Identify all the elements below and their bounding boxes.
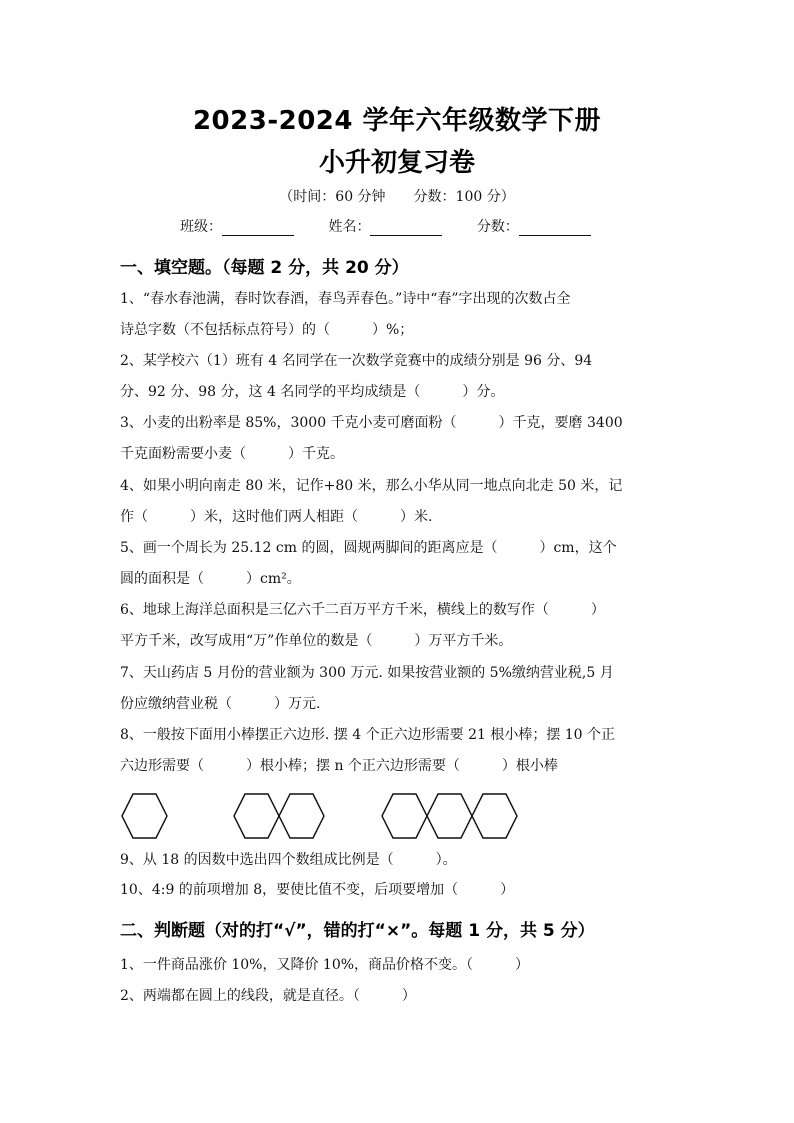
exam-meta: （时间：60 分钟 分数：100 分）: [279, 189, 515, 205]
question-7-line-2: 份应缴纳营业税（ ）万元.: [120, 696, 321, 712]
question-9: 9、从 18 的因数中选出四个数组成比例是（ ）。: [120, 852, 457, 868]
question-5-line-1: 5、画一个周长为 25.12 cm 的圆，圆规两脚间的距离应是（ ）cm，这个: [120, 540, 617, 556]
question-8-line-2: 六边形需要（ ）根小棒；摆 n 个正六边形需要（ ）根小棒: [120, 758, 558, 774]
question-4-line-2: 作（ ）米，这时他们两人相距（ ）米.: [120, 509, 433, 525]
title-line-2: 小升初复习卷: [318, 148, 475, 178]
title-line-1: 2023-2024 学年六年级数学下册: [192, 106, 602, 136]
question-1: [120, 284, 680, 346]
question-8-line-1: 8、一般按下面用小棒摆正六边形. 摆 4 个正六边形需要 21 根小棒；摆 10 个正: [120, 727, 616, 743]
hexagon-1: [122, 794, 167, 838]
student-info-fields: [180, 216, 640, 236]
question-5-line-2: 圆的面积是（ ）cm²。: [120, 571, 301, 587]
class-label: 班级：: [180, 219, 222, 235]
question-7-line-1: 7、天山药店 5 月份的营业额为 300 万元. 如果按营业额的 5%缴纳营业税,5 月: [120, 665, 614, 681]
class-blank[interactable]: [222, 221, 294, 236]
judge-question-1: 1、一件商品涨价 10%，又降价 10%，商品价格不变。（ ）: [120, 957, 530, 973]
question-7: [120, 658, 680, 720]
question-6: [120, 595, 680, 657]
question-6-line-2: 平方千米，改写成用“万”作单位的数是（ ）万平方千米。: [120, 633, 513, 649]
hexagon-3c: [472, 794, 517, 838]
hexagon-2b: [279, 794, 324, 838]
name-blank[interactable]: [370, 221, 442, 236]
hexagon-figure: [118, 788, 518, 844]
hexagon-figure-svg: [118, 788, 518, 844]
question-2: [120, 346, 680, 408]
question-10: 10、4:9 的前项增加 8，要使比值不变，后项要增加（ ）: [120, 882, 515, 898]
section-1-heading: 一、填空题。（每题 2 分，共 20 分）: [120, 258, 409, 278]
question-1-line-1: 1、“春水春池满，春时饮春酒，春鸟弄春色。”诗中“春”字出现的次数占全: [120, 291, 571, 307]
question-8: [120, 720, 680, 782]
question-3-line-2: 千克面粉需要小麦（ ）千克。: [120, 446, 344, 462]
hexagon-3b: [427, 794, 472, 838]
score-label: 分数：: [476, 219, 519, 235]
judge-question-2: 2、两端都在圆上的线段，就是直径。（ ）: [120, 988, 416, 1004]
name-label: 姓名：: [328, 219, 371, 235]
question-2-line-1: 2、某学校六（1）班有 4 名同学在一次数学竞赛中的成绩分别是 96 分、94: [120, 353, 593, 369]
question-5: [120, 533, 680, 595]
section-2-heading: 二、判断题（对的打“√”，错的打“×”。每题 1 分，共 5 分）: [120, 921, 595, 941]
hexagon-2a: [234, 794, 279, 838]
hexagon-3a: [382, 794, 427, 838]
question-2-line-2: 分、92 分、98 分，这 4 名同学的平均成绩是（ ）分。: [120, 384, 505, 400]
score-blank[interactable]: [519, 221, 591, 236]
question-4-line-1: 4、如果小明向南走 80 米，记作+80 米，那么小华从同一地点向北走 50 米，记: [120, 478, 623, 494]
question-3: [120, 408, 680, 470]
question-4: [120, 471, 680, 533]
question-1-line-2: 诗总字数（不包括标点符号）的（ ）%；: [120, 322, 414, 338]
question-3-line-1: 3、小麦的出粉率是 85%，3000 千克小麦可磨面粉（ ）千克，要磨 3400: [120, 415, 623, 431]
question-6-line-1: 6、地球上海洋总面积是三亿六千二百万平方千米，横线上的数写作（ ）: [120, 602, 605, 618]
